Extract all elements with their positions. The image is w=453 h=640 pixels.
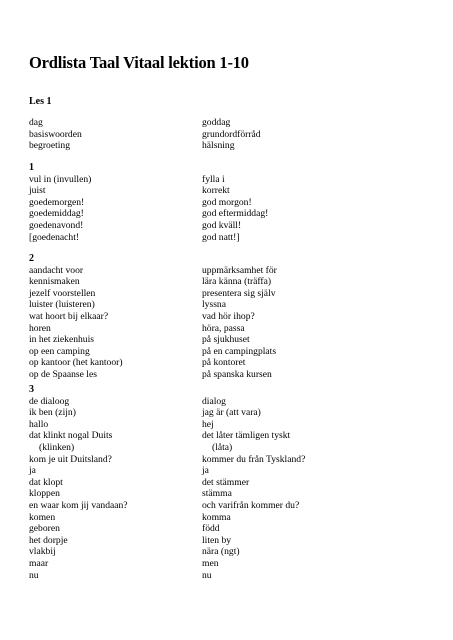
vocab-row: [29, 535, 429, 547]
vocab-row: [29, 570, 429, 582]
vocab-row: [29, 311, 429, 323]
vocab-row: [29, 265, 429, 277]
vocab-row: [29, 396, 429, 408]
dutch-word: basiswoorden: [29, 128, 82, 140]
dutch-word: geboren: [29, 523, 60, 535]
vocab-row: [29, 442, 429, 454]
page-title: Ordlista Taal Vitaal lektion 1-10: [29, 53, 249, 72]
dutch-word: komen: [29, 511, 56, 523]
dutch-word: begroeting: [29, 140, 71, 152]
swedish-word: på sjukhuset: [202, 334, 250, 346]
dutch-word: ja: [29, 465, 36, 477]
dutch-word: goedemorgen!: [29, 196, 85, 208]
vocab-row: [29, 419, 429, 431]
vocab-row: [29, 288, 429, 300]
vocab-row: [29, 512, 429, 524]
dutch-word: goedemiddag!: [29, 208, 84, 220]
swedish-word: nu: [202, 569, 212, 581]
swedish-word: ja: [202, 465, 209, 477]
dutch-word: nu: [29, 569, 39, 581]
vocab-row: [29, 357, 429, 369]
vocab-row: [29, 129, 429, 141]
swedish-word: det stämmer: [202, 476, 250, 488]
vocab-row: [29, 465, 429, 477]
swedish-word: presentera sig själv: [202, 287, 276, 299]
section-heading-les-1: Les 1: [29, 96, 52, 107]
swedish-word: goddag: [202, 117, 231, 128]
dutch-word: kloppen: [29, 488, 60, 500]
vocab-row: [29, 232, 429, 244]
vocab-row: [29, 346, 429, 358]
section-heading-2: 2: [29, 253, 34, 264]
dutch-word: de dialoog: [29, 395, 70, 407]
dutch-word: goedenavond!: [29, 219, 84, 231]
swedish-word: (låta): [212, 441, 233, 453]
vocab-row: [29, 477, 429, 489]
swedish-word: stämma: [202, 488, 232, 500]
dutch-word: juist: [29, 185, 46, 197]
swedish-word: vad hör ihop?: [202, 310, 255, 322]
vocab-row: [29, 276, 429, 288]
section-heading-3: 3: [29, 384, 34, 395]
dutch-word: het dorpje: [29, 534, 68, 546]
vocab-row: [29, 407, 429, 419]
vocab-row: [29, 546, 429, 558]
swedish-word: komma: [202, 511, 231, 523]
swedish-word: nära (ngt): [202, 546, 240, 558]
swedish-word: lyssna: [202, 299, 226, 311]
dutch-word: dag: [29, 117, 43, 128]
vocab-row: [29, 208, 429, 220]
swedish-word: god natt!]: [202, 231, 240, 243]
dutch-word: op een camping: [29, 345, 90, 357]
dutch-word: [goedenacht!: [29, 231, 80, 243]
vocab-row: [29, 523, 429, 535]
vocab-row: [29, 334, 429, 346]
swedish-word: på spanska kursen: [202, 368, 272, 380]
section-heading-1: 1: [29, 162, 34, 173]
swedish-word: och varifrån kommer du?: [202, 499, 300, 511]
vocab-row: [29, 323, 429, 335]
vocab-row: [29, 299, 429, 311]
dutch-word: kennismaken: [29, 276, 80, 288]
vocab-row: [29, 500, 429, 512]
swedish-word: höra, passa: [202, 322, 245, 334]
vocab-row: [29, 140, 429, 152]
dutch-word: vlakbij: [29, 546, 56, 558]
swedish-word: dialog: [202, 395, 226, 407]
swedish-word: hälsning: [202, 140, 235, 152]
dutch-word: ik ben (zijn): [29, 407, 76, 419]
swedish-word: det låter tämligen tyskt: [202, 430, 291, 442]
dutch-word: aandacht voor: [29, 264, 84, 276]
swedish-word: liten by: [202, 534, 232, 546]
vocab-row: [29, 430, 429, 442]
vocab-row: [29, 488, 429, 500]
vocab-row: [29, 174, 429, 186]
dutch-word: dat klinkt nogal Duits: [29, 430, 113, 442]
dutch-word: horen: [29, 322, 51, 334]
swedish-word: god morgon!: [202, 196, 252, 208]
vocab-row: [29, 220, 429, 232]
dutch-word: maar: [29, 557, 49, 569]
vocab-row: [29, 117, 429, 129]
vocab-row: [29, 369, 429, 381]
vocab-row: [29, 558, 429, 570]
swedish-word: hej: [202, 418, 214, 430]
swedish-word: på kontoret: [202, 357, 246, 369]
swedish-word: jag är (att vara): [202, 407, 261, 419]
dutch-word: wat hoort bij elkaar?: [29, 310, 109, 322]
swedish-word: men: [202, 557, 219, 569]
swedish-word: uppmärksamhet för: [202, 264, 277, 276]
swedish-word: på en campingplats: [202, 345, 277, 357]
dutch-word: dat klopt: [29, 476, 63, 488]
dutch-word: op de Spaanse les: [29, 368, 97, 380]
swedish-word: god kväll!: [202, 219, 242, 231]
dutch-word: hallo: [29, 418, 49, 430]
swedish-word: god eftermiddag!: [202, 208, 269, 220]
dutch-word: (klinken): [39, 441, 75, 453]
dutch-word: luister (luisteren): [29, 299, 95, 311]
dutch-word: jezelf voorstellen: [29, 287, 96, 299]
vocab-row: [29, 454, 429, 466]
dutch-word: en waar kom jij vandaan?: [29, 499, 128, 511]
swedish-word: grundordförråd: [202, 128, 261, 140]
swedish-word: lära känna (träffa): [202, 276, 272, 288]
swedish-word: född: [202, 523, 220, 535]
dutch-word: vul in (invullen): [29, 173, 92, 185]
dutch-word: kom je uit Duitsland?: [29, 453, 112, 465]
swedish-word: fylla i: [202, 173, 225, 185]
vocab-row: [29, 197, 429, 209]
vocab-row: [29, 185, 429, 197]
dutch-word: op kantoor (het kantoor): [29, 357, 123, 369]
dutch-word: in het ziekenhuis: [29, 334, 95, 346]
swedish-word: korrekt: [202, 185, 230, 197]
swedish-word: kommer du från Tyskland?: [202, 453, 306, 465]
